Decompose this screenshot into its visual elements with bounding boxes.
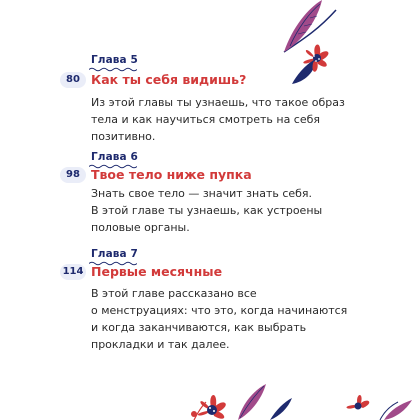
chapter-title: Твое тело ниже пупка <box>91 167 252 182</box>
flowers-bottom-icon <box>180 376 420 420</box>
description-line: Из этой главы ты узнаешь, что такое образ <box>91 96 345 109</box>
description-line: позитивно. <box>91 130 156 143</box>
description-line: и когда заканчиваются, как выбрать <box>91 321 307 334</box>
description-line: половые органы. <box>91 221 190 234</box>
page-number-badge: 114 <box>60 264 86 280</box>
description-line: В этой главе рассказано все <box>91 287 257 300</box>
chapter-title: Как ты себя видишь? <box>91 72 247 87</box>
chapter-description <box>91 185 341 236</box>
description-line: о менструациях: что это, когда начинаются <box>91 304 348 317</box>
description-line: прокладки и так далее. <box>91 338 230 351</box>
description-line: тела и как научиться смотреть на себя <box>91 113 321 126</box>
chapter-label: Глава 6 <box>91 151 138 163</box>
chapter-label: Глава 5 <box>91 54 138 66</box>
page-number-badge: 80 <box>60 72 86 88</box>
chapter-title: Первые месячные <box>91 264 223 279</box>
chapter-label: Глава 7 <box>91 248 138 260</box>
description-line: В этой главе ты узнаешь, как устроены <box>91 204 323 217</box>
page-number-badge: 98 <box>60 167 86 183</box>
chapter-description <box>91 285 348 353</box>
chapter-description <box>91 94 345 145</box>
description-line: Знать свое тело — значит знать себя. <box>91 187 313 200</box>
